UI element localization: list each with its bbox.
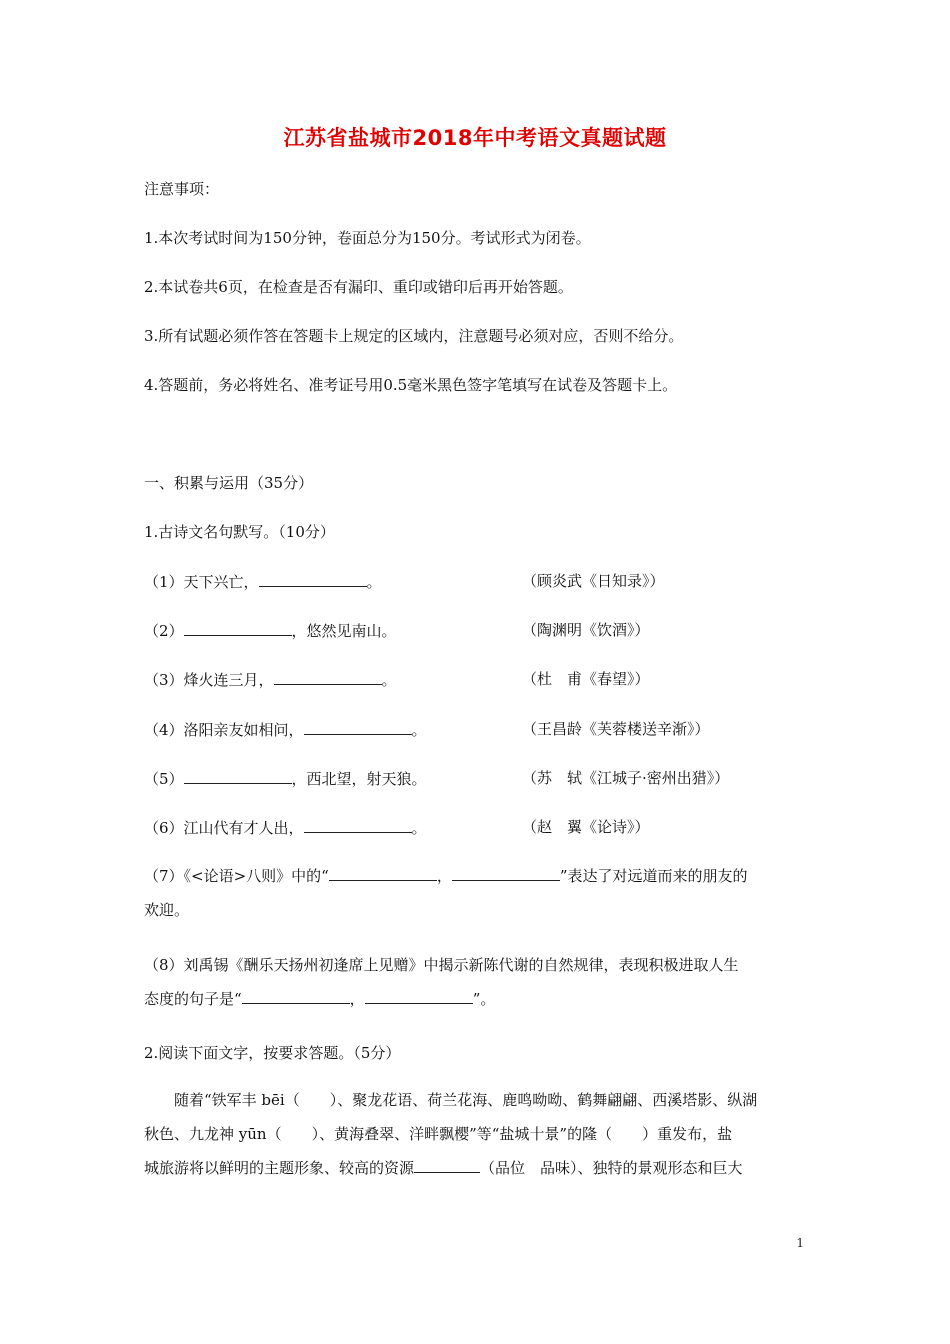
passage-line-3-rest: （品位 品味）、独特的景观形态和巨大	[480, 1159, 743, 1177]
poem-source-4: （王昌龄《芙蓉楼送辛渐》）	[522, 720, 710, 738]
poem-item-text: ”。	[472, 990, 496, 1008]
poem-item-text: ，	[436, 867, 452, 885]
poem-item-text: 。	[381, 671, 397, 689]
poem-item-text: 态度的句子是“	[144, 990, 242, 1008]
notice-item-4: 4.答题前，务必将姓名、准考证号用0.5毫米黑色签字笔填写在试卷及答题卡上。	[144, 376, 678, 394]
poem-item-text: 欢迎。	[144, 901, 190, 919]
poem-source-1: （顾炎武《日知录》）	[522, 572, 665, 590]
poem-item-text: （2）	[144, 622, 184, 640]
answer-blank[interactable]	[242, 988, 350, 1004]
poem-item-2	[144, 620, 397, 641]
passage-line-3: 城旅游将以鲜明的主题形象、较高的资源	[144, 1159, 415, 1177]
answer-blank[interactable]	[414, 1157, 480, 1173]
poem-item-text: （1）天下兴亡，	[144, 573, 259, 591]
passage-line-2: 秋色、九龙神 yūn（ ）、黄海叠翠、洋畔飘樱”等“盐城十景”的隆（ ）重发布，盐	[144, 1125, 733, 1143]
poem-item-text: （8）刘禹锡《酬乐天扬州初逢席上见赠》中揭示新陈代谢的自然规律，表现积极进取人生	[144, 956, 739, 974]
poem-item-text: （3）烽火连三月，	[144, 671, 274, 689]
notice-item-1: 1.本次考试时间为150分钟，卷面总分为150分。考试形式为闭卷。	[144, 229, 591, 247]
answer-blank[interactable]	[274, 669, 382, 685]
answer-blank[interactable]	[304, 719, 412, 735]
poem-item-8	[144, 948, 808, 1016]
page-title: 江苏省盐城市2018年中考语文真题试题	[283, 126, 667, 150]
poem-item-6	[144, 817, 427, 838]
poem-item-text: （7）《<论语>八则》中的“	[144, 867, 329, 885]
notice-heading: 注意事项：	[144, 180, 220, 198]
poem-item-7	[144, 859, 808, 927]
poem-item-4	[144, 719, 427, 740]
answer-blank[interactable]	[452, 865, 560, 881]
poem-source-2: （陶渊明《饮酒》）	[522, 621, 650, 639]
poem-item-text: ，	[349, 990, 365, 1008]
answer-blank[interactable]	[304, 817, 412, 833]
poem-item-1	[144, 571, 382, 592]
poem-item-text: （6）江山代有才人出，	[144, 819, 304, 837]
poem-source-3: （杜 甫《春望》）	[522, 670, 650, 688]
poem-item-text: ，悠然见南山。	[291, 622, 397, 640]
answer-blank[interactable]	[259, 571, 367, 587]
notice-item-2: 2.本试卷共6页，在检查是否有漏印、重印或错印后再开始答题。	[144, 278, 573, 296]
notice-item-3: 3.所有试题必须作答在答题卡上规定的区域内，注意题号必须对应，否则不给分。	[144, 327, 684, 345]
poem-item-text: ，西北望，射天狼。	[291, 770, 427, 788]
question-2-heading: 2.阅读下面文字，按要求答题。（5分）	[144, 1044, 401, 1062]
answer-blank[interactable]	[184, 620, 292, 636]
poem-item-5	[144, 768, 427, 789]
section-heading: 一、积累与运用（35分）	[144, 474, 314, 492]
poem-item-text: 。	[411, 819, 427, 837]
answer-blank[interactable]	[365, 988, 473, 1004]
poem-item-text: 。	[411, 721, 427, 739]
poem-item-text: （4）洛阳亲友如相问，	[144, 721, 304, 739]
answer-blank[interactable]	[329, 865, 437, 881]
poem-item-text: 。	[366, 573, 382, 591]
poem-source-6: （赵 翼《论诗》）	[522, 818, 650, 836]
passage-line-1: 随着“铁军丰 bēi（ ）、聚龙花语、荷兰花海、鹿鸣呦呦、鹤舞翩翩、西溪塔影、纵湖	[174, 1091, 758, 1109]
poem-item-text: ”表达了对远道而来的朋友的	[559, 867, 748, 885]
answer-blank[interactable]	[184, 768, 292, 784]
page-number: 1	[796, 1236, 804, 1250]
reading-passage	[144, 1083, 808, 1185]
poem-item-text: （5）	[144, 770, 184, 788]
poem-source-5: （苏 轼《江城子·密州出猎》）	[522, 769, 730, 787]
poem-item-3	[144, 669, 397, 690]
question-1-heading: 1.古诗文名句默写。（10分）	[144, 523, 335, 541]
